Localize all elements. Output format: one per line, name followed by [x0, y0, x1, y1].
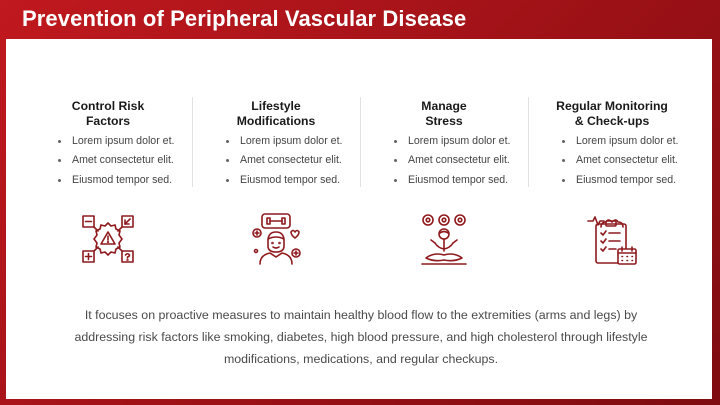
bullet-list: [192, 135, 360, 186]
column-monitoring: [528, 99, 696, 193]
description-text: It focuses on proactive measures to maintain healthy blood flow to the extremities (arms and legs) by addressing risk factors like smoking, diabetes, high blood pressure, and high cholesterol through lifestyle modifications, medications, and regular checkups.: [74, 308, 648, 367]
bullet-list: [528, 135, 696, 186]
column-heading: Regular Monitoring & Check-ups: [556, 99, 668, 128]
list-item: Eiusmod tempor sed.: [394, 174, 562, 186]
content-panel: [6, 39, 712, 399]
bullet-list: [24, 135, 192, 186]
slide-title: Prevention of Peripheral Vascular Disease: [22, 6, 467, 31]
column-heading: Control Risk Factors: [71, 99, 145, 128]
column-control-risk: [24, 99, 192, 193]
list-item: Eiusmod tempor sed.: [226, 174, 394, 186]
risk-factors-icon: [80, 211, 136, 267]
list-item: Amet consectetur elit.: [562, 154, 720, 166]
column-heading: Lifestyle Modifications: [236, 99, 316, 128]
meditation-icon: [416, 211, 472, 267]
list-item: Amet consectetur elit.: [226, 154, 394, 166]
list-item: Lorem ipsum dolor et.: [226, 135, 394, 147]
lifestyle-icon: [248, 211, 304, 267]
column-manage-stress: [360, 99, 528, 193]
clipboard-calendar-icon: [584, 211, 640, 267]
column-heading: Manage Stress: [421, 99, 467, 128]
list-item: Lorem ipsum dolor et.: [58, 135, 226, 147]
list-item: Amet consectetur elit.: [394, 154, 562, 166]
list-item: Lorem ipsum dolor et.: [394, 135, 562, 147]
column-lifestyle: [192, 99, 360, 193]
list-item: Eiusmod tempor sed.: [562, 174, 720, 186]
list-item: Eiusmod tempor sed.: [58, 174, 226, 186]
bullet-list: [360, 135, 528, 186]
list-item: Amet consectetur elit.: [58, 154, 226, 166]
list-item: Lorem ipsum dolor et.: [562, 135, 720, 147]
